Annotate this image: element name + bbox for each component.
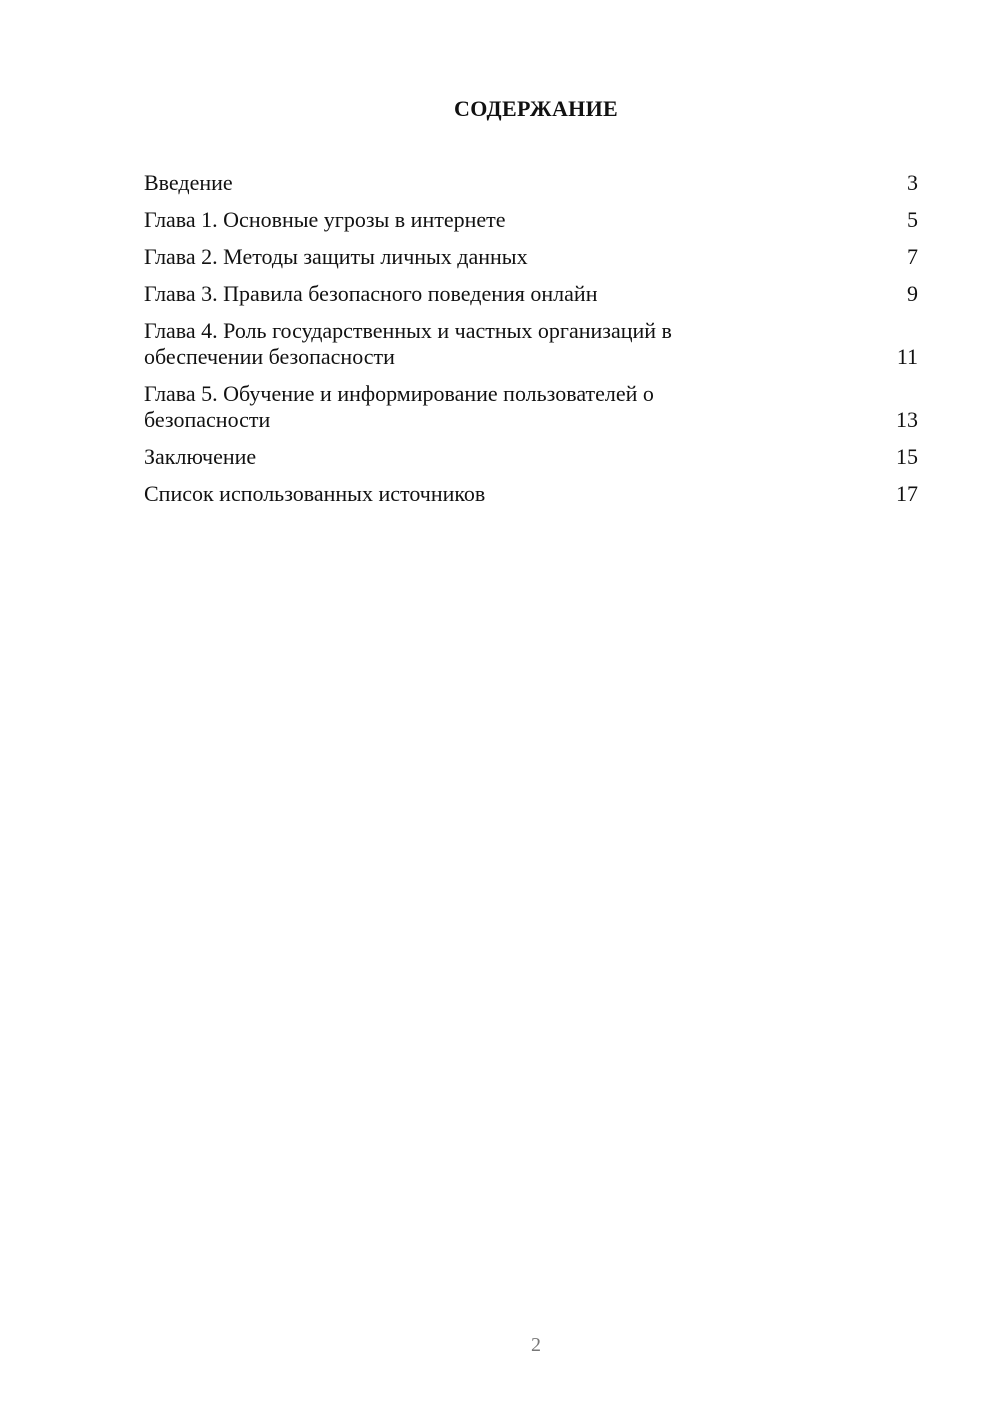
- toc-entry-page: 5: [907, 207, 918, 232]
- page-number: 2: [531, 1334, 541, 1356]
- toc-entry-text: Введение: [144, 170, 233, 195]
- toc-entry-page: 13: [896, 407, 918, 432]
- toc-entry-introduction[interactable]: [144, 170, 918, 196]
- toc-entry-text: Список использованных источников: [144, 481, 486, 506]
- toc-entry-chapter-3[interactable]: [144, 281, 918, 307]
- toc-entry-conclusion[interactable]: [144, 444, 918, 470]
- toc-entry-chapter-1[interactable]: [144, 207, 918, 233]
- toc-entry-text: Глава 4. Роль государственных и частных организаций в обеспечении безопасности: [144, 318, 672, 369]
- toc-list: [144, 170, 918, 518]
- toc-entry-chapter-4[interactable]: [144, 318, 918, 370]
- toc-entry-page: 3: [907, 170, 918, 195]
- toc-entry-chapter-5[interactable]: [144, 381, 918, 433]
- toc-entry-text: Глава 3. Правила безопасного поведения онлайн: [144, 281, 598, 306]
- toc-entry-text: Заключение: [144, 444, 257, 469]
- toc-entry-references[interactable]: [144, 481, 918, 507]
- toc-entry-page: 9: [907, 281, 918, 306]
- toc-entry-text: Глава 2. Методы защиты личных данных: [144, 244, 528, 269]
- toc-entry-chapter-2[interactable]: [144, 244, 918, 270]
- toc-entry-page: 17: [896, 481, 918, 506]
- toc-entry-page: 11: [896, 344, 918, 369]
- toc-entry-page: 7: [907, 244, 918, 269]
- toc-entry-page: 15: [896, 444, 918, 469]
- toc-entry-text: Глава 5. Обучение и информирование пользователей о безопасности: [144, 381, 654, 432]
- toc-title: СОДЕРЖАНИЕ: [454, 96, 618, 121]
- toc-entry-text: Глава 1. Основные угрозы в интернете: [144, 207, 506, 232]
